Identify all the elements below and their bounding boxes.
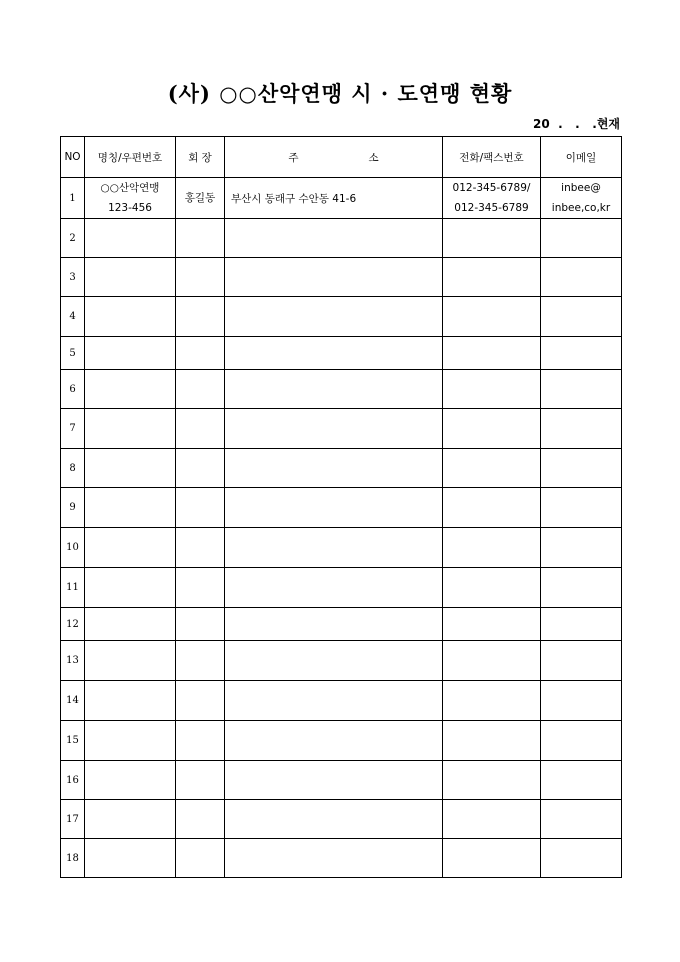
table-row bbox=[61, 528, 622, 568]
phone-cell bbox=[443, 839, 541, 878]
president-cell bbox=[176, 488, 225, 528]
table-row bbox=[61, 761, 622, 800]
row-number: 13 bbox=[61, 641, 85, 681]
email-cell bbox=[541, 721, 622, 761]
table-header-row bbox=[61, 137, 622, 178]
row-number: 11 bbox=[61, 568, 85, 608]
row-number: 4 bbox=[61, 297, 85, 337]
table-row bbox=[61, 641, 622, 681]
row-number: 1 bbox=[61, 178, 85, 219]
president-cell bbox=[176, 219, 225, 258]
name-cell bbox=[85, 488, 176, 528]
address-cell bbox=[225, 370, 443, 409]
table-row bbox=[61, 608, 622, 641]
row-number: 14 bbox=[61, 681, 85, 721]
address-cell bbox=[225, 761, 443, 800]
table-row bbox=[61, 337, 622, 370]
address-cell bbox=[225, 721, 443, 761]
name-cell bbox=[85, 721, 176, 761]
president-cell bbox=[176, 528, 225, 568]
email-cell bbox=[541, 568, 622, 608]
phone-cell bbox=[443, 761, 541, 800]
postal-code: 123-456 bbox=[108, 202, 152, 214]
table-row bbox=[61, 721, 622, 761]
table-row bbox=[61, 219, 622, 258]
federation-table bbox=[60, 136, 622, 878]
table-row bbox=[61, 488, 622, 528]
phone-cell bbox=[443, 528, 541, 568]
table-row bbox=[61, 297, 622, 337]
email-cell bbox=[541, 409, 622, 449]
name-cell bbox=[85, 568, 176, 608]
president-cell bbox=[176, 839, 225, 878]
table-row bbox=[61, 370, 622, 409]
president-cell bbox=[176, 297, 225, 337]
phone-cell bbox=[443, 258, 541, 297]
table-row bbox=[61, 409, 622, 449]
row-number: 5 bbox=[61, 337, 85, 370]
address-cell bbox=[225, 488, 443, 528]
name-cell bbox=[85, 178, 176, 219]
email-cell bbox=[541, 681, 622, 721]
phone-cell bbox=[443, 800, 541, 839]
address-cell bbox=[225, 449, 443, 488]
name-cell bbox=[85, 761, 176, 800]
federation-name: ○○산악연맹 bbox=[100, 182, 160, 194]
president-cell bbox=[176, 761, 225, 800]
phone-cell bbox=[443, 219, 541, 258]
phone-cell bbox=[443, 568, 541, 608]
row-number: 6 bbox=[61, 370, 85, 409]
row-number: 12 bbox=[61, 608, 85, 641]
name-cell bbox=[85, 800, 176, 839]
email-cell bbox=[541, 178, 622, 219]
email-cell bbox=[541, 528, 622, 568]
name-cell bbox=[85, 528, 176, 568]
address-cell bbox=[225, 681, 443, 721]
row-number: 7 bbox=[61, 409, 85, 449]
phone-cell bbox=[443, 178, 541, 219]
name-cell bbox=[85, 449, 176, 488]
address-cell bbox=[225, 409, 443, 449]
name-cell bbox=[85, 839, 176, 878]
president-cell bbox=[176, 370, 225, 409]
name-cell bbox=[85, 219, 176, 258]
header-address-part2: 소 bbox=[368, 151, 379, 164]
phone-cell bbox=[443, 297, 541, 337]
president-cell bbox=[176, 721, 225, 761]
name-cell bbox=[85, 370, 176, 409]
header-no: NO bbox=[61, 137, 85, 178]
email-cell bbox=[541, 800, 622, 839]
header-phone: 전화/팩스번호 bbox=[443, 137, 541, 178]
page-title: (사) ○○산악연맹 시 · 도연맹 현황 bbox=[167, 81, 513, 106]
address-cell bbox=[225, 568, 443, 608]
address-cell bbox=[225, 297, 443, 337]
email-line2: inbee,co,kr bbox=[551, 202, 611, 214]
header-name: 명칭/우편번호 bbox=[85, 137, 176, 178]
row-number: 16 bbox=[61, 761, 85, 800]
email-cell bbox=[541, 488, 622, 528]
president-cell bbox=[176, 409, 225, 449]
email-cell bbox=[541, 641, 622, 681]
president-cell bbox=[176, 800, 225, 839]
president-cell bbox=[176, 449, 225, 488]
name-cell bbox=[85, 641, 176, 681]
email-cell bbox=[541, 258, 622, 297]
row-number: 8 bbox=[61, 449, 85, 488]
row-number: 2 bbox=[61, 219, 85, 258]
name-cell bbox=[85, 297, 176, 337]
header-address bbox=[225, 137, 443, 178]
email-cell bbox=[541, 337, 622, 370]
header-address-part1: 주 bbox=[288, 151, 299, 164]
president-cell bbox=[176, 337, 225, 370]
phone-cell bbox=[443, 449, 541, 488]
phone-cell bbox=[443, 370, 541, 409]
email-cell bbox=[541, 297, 622, 337]
name-cell bbox=[85, 409, 176, 449]
email-line1: inbee@ bbox=[561, 182, 601, 194]
email-cell bbox=[541, 449, 622, 488]
as-of-date: 20 . . .현재 bbox=[533, 117, 620, 131]
table-row bbox=[61, 839, 622, 878]
phone-cell bbox=[443, 488, 541, 528]
address-cell bbox=[225, 219, 443, 258]
table-row bbox=[61, 449, 622, 488]
name-cell bbox=[85, 258, 176, 297]
address-cell bbox=[225, 337, 443, 370]
phone-cell bbox=[443, 641, 541, 681]
president-cell bbox=[176, 258, 225, 297]
row-number: 15 bbox=[61, 721, 85, 761]
address-cell: 부산시 동래구 수안동 41-6 bbox=[225, 178, 443, 219]
phone-cell bbox=[443, 681, 541, 721]
row-number: 3 bbox=[61, 258, 85, 297]
address-cell bbox=[225, 258, 443, 297]
header-president: 회 장 bbox=[176, 137, 225, 178]
name-cell bbox=[85, 681, 176, 721]
president-cell bbox=[176, 641, 225, 681]
president-cell: 홍길동 bbox=[176, 178, 225, 219]
address-cell bbox=[225, 800, 443, 839]
table-row bbox=[61, 178, 622, 219]
president-cell bbox=[176, 568, 225, 608]
president-cell bbox=[176, 608, 225, 641]
table-row bbox=[61, 800, 622, 839]
name-cell bbox=[85, 608, 176, 641]
row-number: 10 bbox=[61, 528, 85, 568]
row-number: 9 bbox=[61, 488, 85, 528]
email-cell bbox=[541, 370, 622, 409]
phone-cell bbox=[443, 608, 541, 641]
email-cell bbox=[541, 761, 622, 800]
table-row bbox=[61, 681, 622, 721]
president-cell bbox=[176, 681, 225, 721]
phone-cell bbox=[443, 721, 541, 761]
phone-number: 012-345-6789/ bbox=[452, 182, 531, 194]
fax-number: 012-345-6789 bbox=[454, 202, 529, 214]
email-cell bbox=[541, 608, 622, 641]
email-cell bbox=[541, 219, 622, 258]
address-cell bbox=[225, 608, 443, 641]
table-row bbox=[61, 258, 622, 297]
address-cell bbox=[225, 641, 443, 681]
address-cell bbox=[225, 528, 443, 568]
row-number: 17 bbox=[61, 800, 85, 839]
name-cell bbox=[85, 337, 176, 370]
row-number: 18 bbox=[61, 839, 85, 878]
phone-cell bbox=[443, 337, 541, 370]
header-email: 이메일 bbox=[541, 137, 622, 178]
phone-cell bbox=[443, 409, 541, 449]
email-cell bbox=[541, 839, 622, 878]
table-row bbox=[61, 568, 622, 608]
address-cell bbox=[225, 839, 443, 878]
